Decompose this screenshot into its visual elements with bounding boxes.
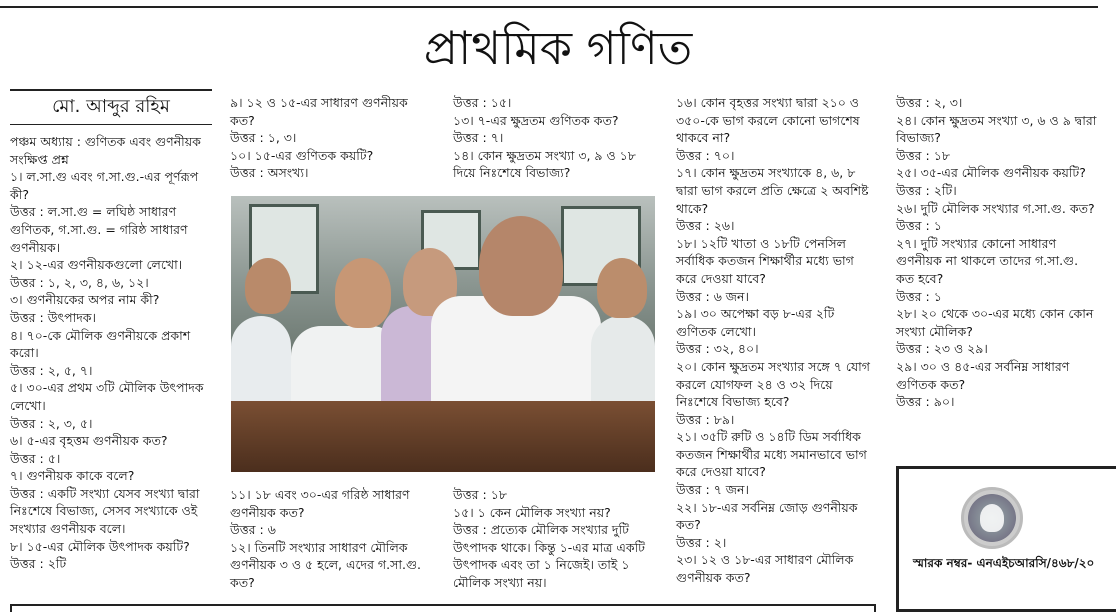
text-line: উত্তর : ১৮ xyxy=(453,487,507,502)
text-line: উত্তর : ১ xyxy=(896,288,942,304)
text-line: ১৩। ৭-এর ক্ষুদ্রতম গুণিতক কত? xyxy=(453,112,619,128)
memo-number: স্মারক নম্বর- এনএইচআরসি/৪৬৮/২০ xyxy=(913,556,1095,570)
text-line: উত্তর : ১৫। xyxy=(453,95,512,110)
text-line: উত্তর : ৬ xyxy=(230,522,276,538)
text-line: ৯। ১২ ও ১৫-এর সাধারণ গুণনীয়ক কত? xyxy=(230,95,408,128)
text-line: ২১। ৩৫টি রুটি ও ১৪টি ডিম সর্বাধিক কতজন শিক্ষার্থীর মধ্যে সমানভাবে ভাগ করে দেওয়া যাবে? xyxy=(676,429,867,480)
text-line: ৫। ৩০-এর প্রথম ৩টি মৌলিক উৎপাদক লেখো। xyxy=(10,380,204,413)
text-line: উত্তর : উৎপাদক। xyxy=(10,309,97,325)
text-line: উত্তর : ১ xyxy=(896,218,942,234)
text-line: ১৫। ১ কেন মৌলিক সংখ্যা নয়? xyxy=(453,504,611,520)
text-line: উত্তর : ১, ৩। xyxy=(230,130,297,146)
top-rule xyxy=(0,6,1098,8)
text-line: উত্তর : ২টি। xyxy=(896,182,957,198)
bottom-box xyxy=(10,604,876,612)
text-line: উত্তর : ৬ জন। xyxy=(676,288,749,304)
text-line: ১৮। ১২টি খাতা ও ১৮টি পেনসিল সর্বাধিক কতজন শিক্ষার্থীর মধ্যে ভাগ করে দেওয়া যাবে? xyxy=(676,235,854,286)
text-line: ২৩। ১২ ও ১৮-এর সাধারণ মৌলিক গুণনীয়ক কত? xyxy=(676,552,854,586)
text-line: ২৫। ৩৫-এর মৌলিক গুণনীয়ক কয়টি? xyxy=(896,165,1086,181)
text-line: উত্তর : ৯০। xyxy=(896,394,955,410)
column-5 xyxy=(896,94,1098,411)
text-line: ১০। ১৫-এর গুণিতক কয়টি? xyxy=(230,147,374,163)
text-line: ১৬। কোন বৃহত্তর সংখ্যা দ্বারা ২১০ ও ৩৫০-কে ভাগ করলে কোনো ভাগশেষ থাকবে না? xyxy=(676,95,860,146)
text-line: ২৬। দুটি মৌলিক সংখ্যার গ.সা.গু. কত? xyxy=(896,200,1095,216)
text-line: উত্তর : ১, ২, ৩, ৪, ৬, ১২। xyxy=(10,274,149,290)
advertisement-box xyxy=(896,466,1116,612)
text-line: উত্তর : ৭ জন। xyxy=(676,482,749,498)
emblem-figure-icon xyxy=(980,504,1004,532)
text-line: পঞ্চম অধ্যায় : গুণিতক এবং গুণনীয়ক সংক্ষিপ্ত প্রশ্ন xyxy=(10,134,201,167)
text-line: উত্তর : ৫। xyxy=(10,450,61,466)
student-shape xyxy=(245,258,291,314)
column-2-lower xyxy=(230,486,436,592)
text-line: ৩। গুণনীয়কের অপর নাম কী? xyxy=(10,292,160,308)
text-line: ১১। ১৮ এবং ৩০-এর গরিষ্ঠ সাধারণ গুণনীয়ক কত? xyxy=(230,487,410,520)
desk-shape xyxy=(231,401,655,472)
text-line: উত্তর : ২, ৩, ৫। xyxy=(10,415,93,431)
text-line: উত্তর : একটি সংখ্যা যেসব সংখ্যা দ্বারা নিঃশেষে বিভাজ্য, সেসব সংখ্যাকে ওই সংখ্যার গুণনীয়ক বলে। xyxy=(10,485,200,537)
text-line: উত্তর : ২। xyxy=(676,534,727,550)
text-line: ২০। কোন ক্ষুদ্রতম সংখ্যার সঙ্গে ৭ যোগ করলে যোগফল ২৪ ও ৩২ দিয়ে নিঃশেষে বিভাজ্য হবে? xyxy=(676,358,870,410)
text-line: ১৯। ৩০ অপেক্ষা বড় ৮-এর ২টি গুণিতক লেখো। xyxy=(676,306,835,339)
student-shape xyxy=(335,258,391,328)
text-line: ৬। ৫-এর বৃহত্তম গুণনীয়ক কত? xyxy=(10,433,168,449)
column-3 xyxy=(453,94,655,182)
text-line: ২২। ১৮-এর সর্বনিম্ন জোড় গুণনীয়ক কত? xyxy=(676,499,858,533)
text-line: উত্তর : ৭০। xyxy=(676,147,735,163)
page-title: প্রাথমিক গণিত xyxy=(423,21,693,75)
text-line: উত্তর : ২, ৫, ৭। xyxy=(10,362,93,378)
text-line: উত্তর : ২৬। xyxy=(676,218,735,234)
text-line: ২৪। কোন ক্ষুদ্রতম সংখ্যা ৩, ৬ ও ৯ দ্বারা বিভাজ্য? xyxy=(896,112,1097,146)
text-line: উত্তর : ৮৯। xyxy=(676,411,735,427)
student-shape xyxy=(597,258,647,318)
text-line: উত্তর : ১৮ xyxy=(896,147,950,163)
text-line: উত্তর : ৩২, ৪০। xyxy=(676,341,759,357)
text-line: ৮। ১৫-এর মৌলিক উৎপাদক কয়টি? xyxy=(10,538,190,554)
students-photo xyxy=(231,196,655,472)
text-line: উত্তর : ২টি xyxy=(10,556,67,572)
nhrc-emblem-icon xyxy=(961,487,1023,549)
text-line: উত্তর : ল.সা.গু = লঘিষ্ঠ সাধারণ গুণিতক, গ.সা.গু. = গরিষ্ঠ সাধারণ গুণনীয়ক। xyxy=(10,204,188,255)
text-line: ৪। ৭০-কে মৌলিক গুণনীয়কে প্রকাশ করো। xyxy=(10,327,191,361)
text-line: ২। ১২-এর গুণনীয়কগুলো লেখো। xyxy=(10,257,183,273)
text-line: উত্তর : প্রত্যেক মৌলিক সংখ্যার দুটি উৎপাদক থাকে। কিন্তু ১-এর মাত্র একটি উৎপাদক এবং তা ১ নিজেই। তাই ১ মৌলিক সংখ্যা নয়। xyxy=(453,522,645,590)
text-line: উত্তর : ২৩ ও ২৯। xyxy=(896,341,988,357)
column-1 xyxy=(10,133,212,573)
author-byline: মো. আব্দুর রহিম xyxy=(10,89,212,125)
text-line: ২৮। ২০ থেকে ৩০-এর মধ্যে কোন কোন সংখ্যা মৌলিক? xyxy=(896,306,1094,339)
text-line: ১২। তিনটি সংখ্যার সাধারণ মৌলিক গুণনীয়ক ৩ ও ৫ হলে, এদের গ.সা.গু. কত? xyxy=(230,539,422,590)
text-line: ১৪। কোন ক্ষুদ্রতম সংখ্যা ৩, ৯ ও ১৮ দিয়ে নিঃশেষে বিভাজ্য? xyxy=(453,147,636,181)
text-line: উত্তর : ৭। xyxy=(453,130,504,146)
text-line: উত্তর : ২, ৩। xyxy=(896,95,963,110)
text-line: ২৯। ৩০ ও ৪৫-এর সর্বনিম্ন সাধারণ গুণিতক কত? xyxy=(896,358,1070,392)
text-line: ১। ল.সা.গু এবং গ.সা.গু.-এর পূর্ণরূপ কী? xyxy=(10,169,199,202)
text-line: ২৭। দুটি সংখ্যার কোনো সাধারণ গুণনীয়ক না থাকলে তাদের গ.সা.গু. কত হবে? xyxy=(896,235,1079,286)
student-shape xyxy=(479,216,563,316)
text-line: উত্তর : অসংখ্য। xyxy=(230,165,309,181)
text-line: ৭। গুণনীয়ক কাকে বলে? xyxy=(10,468,135,484)
column-4 xyxy=(676,94,876,587)
column-3-lower xyxy=(453,486,655,592)
column-2 xyxy=(230,94,436,182)
text-line: ১৭। কোন ক্ষুদ্রতম সংখ্যাকে ৪, ৬, ৮ দ্বারা ভাগ করলে প্রতি ক্ষেত্রে ২ অবশিষ্ট থাকে? xyxy=(676,165,869,216)
